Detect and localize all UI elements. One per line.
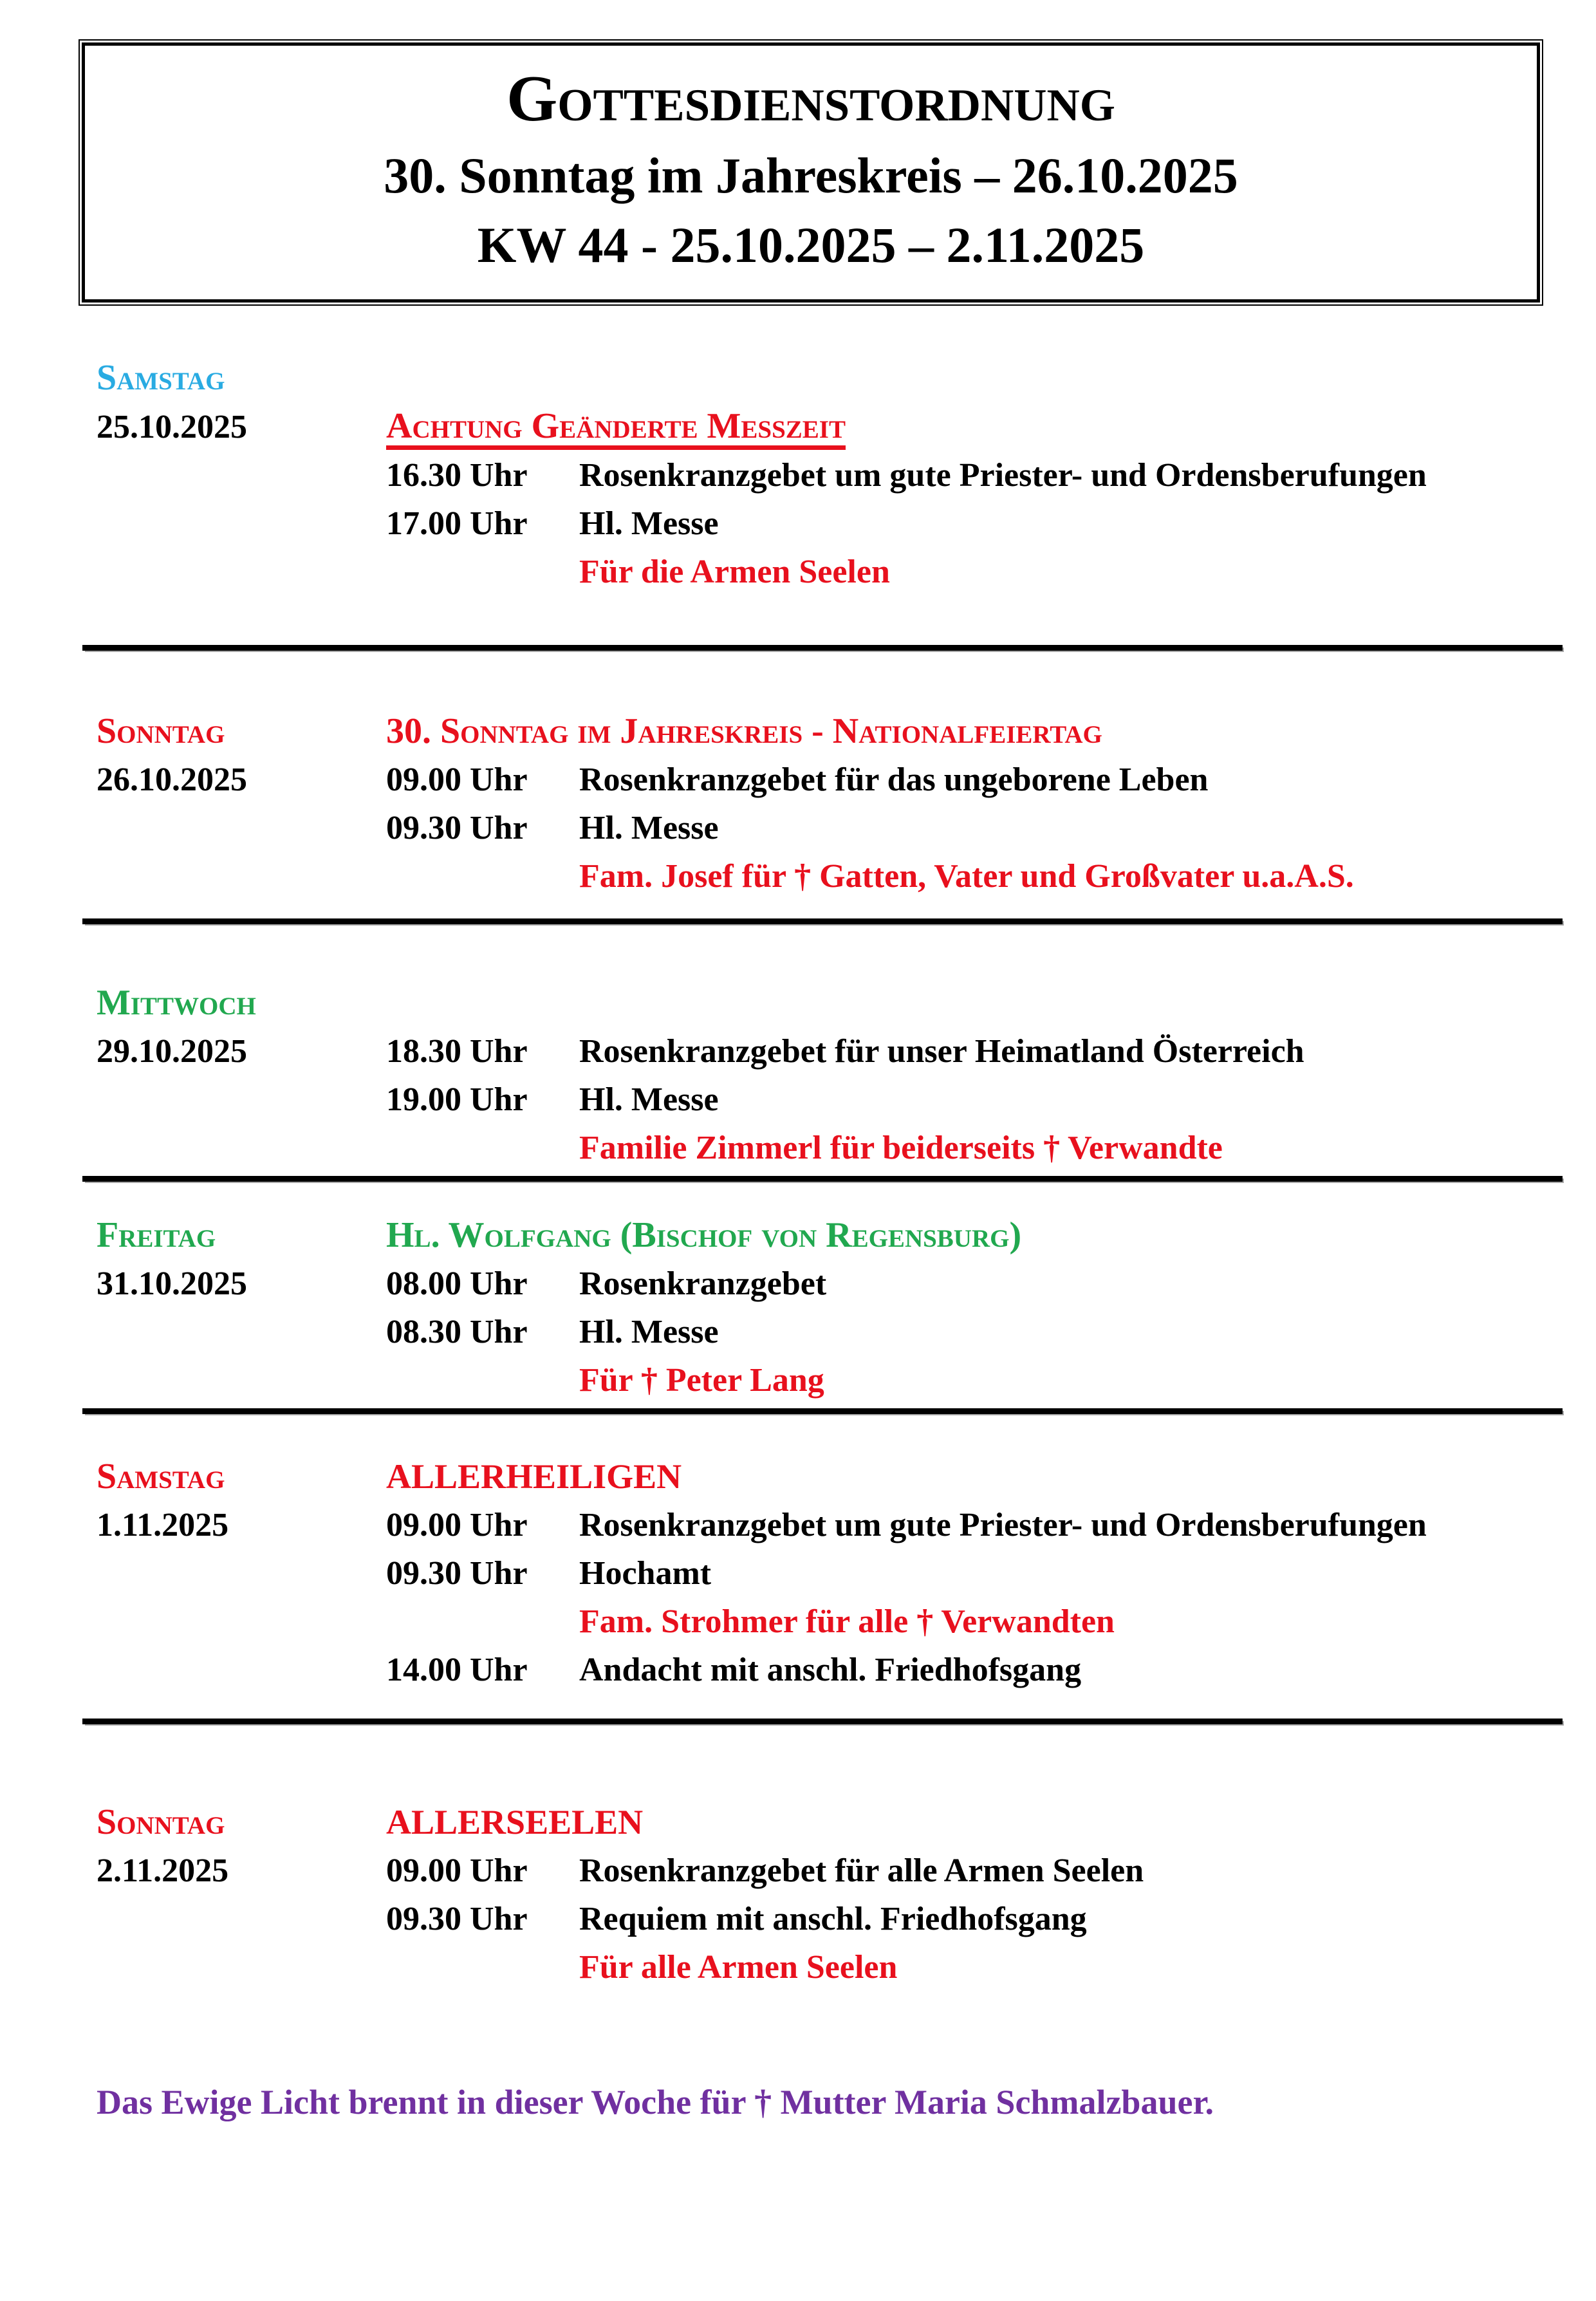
day-label: Sonntag bbox=[97, 1802, 225, 1842]
mass-intention: Für die Armen Seelen bbox=[579, 554, 890, 590]
section-divider bbox=[82, 1176, 1563, 1182]
intention-row bbox=[97, 1598, 1538, 1646]
header-box bbox=[82, 42, 1540, 303]
day-label: Samstag bbox=[97, 1457, 225, 1496]
event-time: 18.30 Uhr bbox=[386, 1033, 528, 1070]
date-label: 26.10.2025 bbox=[97, 761, 247, 798]
event-row bbox=[97, 499, 1538, 548]
day-label: Samstag bbox=[97, 358, 225, 398]
event-time: 16.30 Uhr bbox=[386, 457, 528, 494]
header-week-range: KW 44 - 25.10.2025 – 2.11.2025 bbox=[477, 217, 1145, 273]
event-text: Hl. Messe bbox=[579, 505, 719, 542]
day-heading-row bbox=[97, 707, 1538, 756]
section-sonntag-26-10 bbox=[97, 707, 1538, 900]
day-label: Mittwoch bbox=[97, 983, 256, 1023]
schedule bbox=[0, 354, 1596, 2127]
event-text: Rosenkranzgebet für alle Armen Seelen bbox=[579, 1852, 1144, 1889]
section-divider bbox=[82, 645, 1563, 651]
event-row bbox=[97, 1308, 1538, 1356]
header-subtitle: 30. Sonntag im Jahreskreis – 26.10.2025 bbox=[384, 147, 1238, 203]
section-heading: 30. Sonntag im Jahreskreis - Nationalfeiertag bbox=[386, 711, 1102, 751]
event-row bbox=[97, 1076, 1538, 1124]
event-time: 09.00 Uhr bbox=[386, 761, 528, 798]
event-time: 09.30 Uhr bbox=[386, 1555, 528, 1592]
event-time: 09.30 Uhr bbox=[386, 1901, 528, 1937]
event-time: 09.00 Uhr bbox=[386, 1852, 528, 1889]
event-time: 08.00 Uhr bbox=[386, 1265, 528, 1302]
event-text: Hochamt bbox=[579, 1555, 712, 1592]
event-time: 17.00 Uhr bbox=[386, 505, 528, 542]
date-event-row bbox=[97, 1027, 1538, 1076]
date-event-row bbox=[97, 1501, 1538, 1549]
intention-row bbox=[97, 1124, 1538, 1172]
event-row bbox=[97, 451, 1538, 499]
day-heading-row bbox=[97, 1211, 1538, 1260]
date-label: 29.10.2025 bbox=[97, 1033, 247, 1070]
section-samstag-25-10 bbox=[97, 354, 1538, 596]
event-text: Andacht mit anschl. Friedhofsgang bbox=[579, 1652, 1082, 1688]
event-text: Hl. Messe bbox=[579, 1314, 719, 1350]
section-heading: Hl. Wolfgang (Bischof von Regensburg) bbox=[386, 1215, 1022, 1255]
section-divider bbox=[82, 1408, 1563, 1414]
event-text: Rosenkranzgebet für das ungeborene Leben bbox=[579, 761, 1209, 798]
event-row bbox=[97, 1895, 1538, 1943]
mass-intention: Fam. Strohmer für alle † Verwandten bbox=[579, 1603, 1115, 1640]
date-label: 1.11.2025 bbox=[97, 1507, 229, 1543]
day-row bbox=[97, 354, 1538, 402]
mass-intention: Familie Zimmerl für beiderseits † Verwandte bbox=[579, 1130, 1223, 1166]
event-row bbox=[97, 804, 1538, 852]
mass-intention: Für † Peter Lang bbox=[579, 1362, 824, 1399]
bulletin-page bbox=[0, 42, 1596, 2127]
date-label: 31.10.2025 bbox=[97, 1265, 247, 1302]
event-text: Rosenkranzgebet für unser Heimatland Österreich bbox=[579, 1033, 1304, 1070]
event-text: Rosenkranzgebet um gute Priester- und Ordensberufungen bbox=[579, 1507, 1427, 1543]
event-text: Hl. Messe bbox=[579, 1081, 719, 1118]
section-divider bbox=[82, 1719, 1563, 1724]
mass-intention: Fam. Josef für † Gatten, Vater und Großvater u.a.A.S. bbox=[579, 858, 1354, 895]
date-label: 25.10.2025 bbox=[97, 409, 247, 445]
section-mittwoch-29-10 bbox=[97, 979, 1538, 1172]
event-time: 08.30 Uhr bbox=[386, 1314, 528, 1350]
eternal-light-note: Das Ewige Licht brennt in dieser Woche für † Mutter Maria Schmalzbauer. bbox=[97, 2083, 1214, 2121]
section-heading: ALLERHEILIGEN bbox=[386, 1457, 682, 1496]
day-label: Sonntag bbox=[97, 711, 225, 751]
event-time: 09.00 Uhr bbox=[386, 1507, 528, 1543]
event-row bbox=[97, 1549, 1538, 1598]
event-text: Hl. Messe bbox=[579, 810, 719, 846]
day-row bbox=[97, 979, 1538, 1027]
section-heading: Achtung Geänderte Messzeit bbox=[386, 406, 846, 446]
date-heading-row bbox=[97, 402, 1538, 451]
section-sonntag-2-11-allerseelen bbox=[97, 1798, 1538, 1991]
intention-row bbox=[97, 1356, 1538, 1404]
date-event-row bbox=[97, 1260, 1538, 1308]
event-time: 19.00 Uhr bbox=[386, 1081, 528, 1118]
date-event-row bbox=[97, 756, 1538, 804]
event-row bbox=[97, 1646, 1538, 1694]
day-label: Freitag bbox=[97, 1215, 216, 1255]
page-title: Gottesdienstordnung bbox=[506, 62, 1116, 135]
event-text: Requiem mit anschl. Friedhofsgang bbox=[579, 1901, 1087, 1937]
intention-row bbox=[97, 548, 1538, 596]
section-samstag-1-11-allerheiligen bbox=[97, 1453, 1538, 1694]
event-text: Rosenkranzgebet bbox=[579, 1265, 827, 1302]
day-heading-row bbox=[97, 1798, 1538, 1847]
mass-intention: Für alle Armen Seelen bbox=[579, 1949, 898, 1986]
date-label: 2.11.2025 bbox=[97, 1852, 229, 1889]
intention-row bbox=[97, 1943, 1538, 1991]
intention-row bbox=[97, 852, 1538, 900]
section-divider bbox=[82, 918, 1563, 924]
event-time: 14.00 Uhr bbox=[386, 1652, 528, 1688]
section-freitag-31-10 bbox=[97, 1211, 1538, 1404]
event-text: Rosenkranzgebet um gute Priester- und Ordensberufungen bbox=[579, 457, 1427, 494]
section-heading: ALLERSEELEN bbox=[386, 1803, 644, 1841]
day-heading-row bbox=[97, 1453, 1538, 1501]
event-time: 09.30 Uhr bbox=[386, 810, 528, 846]
date-event-row bbox=[97, 1847, 1538, 1895]
